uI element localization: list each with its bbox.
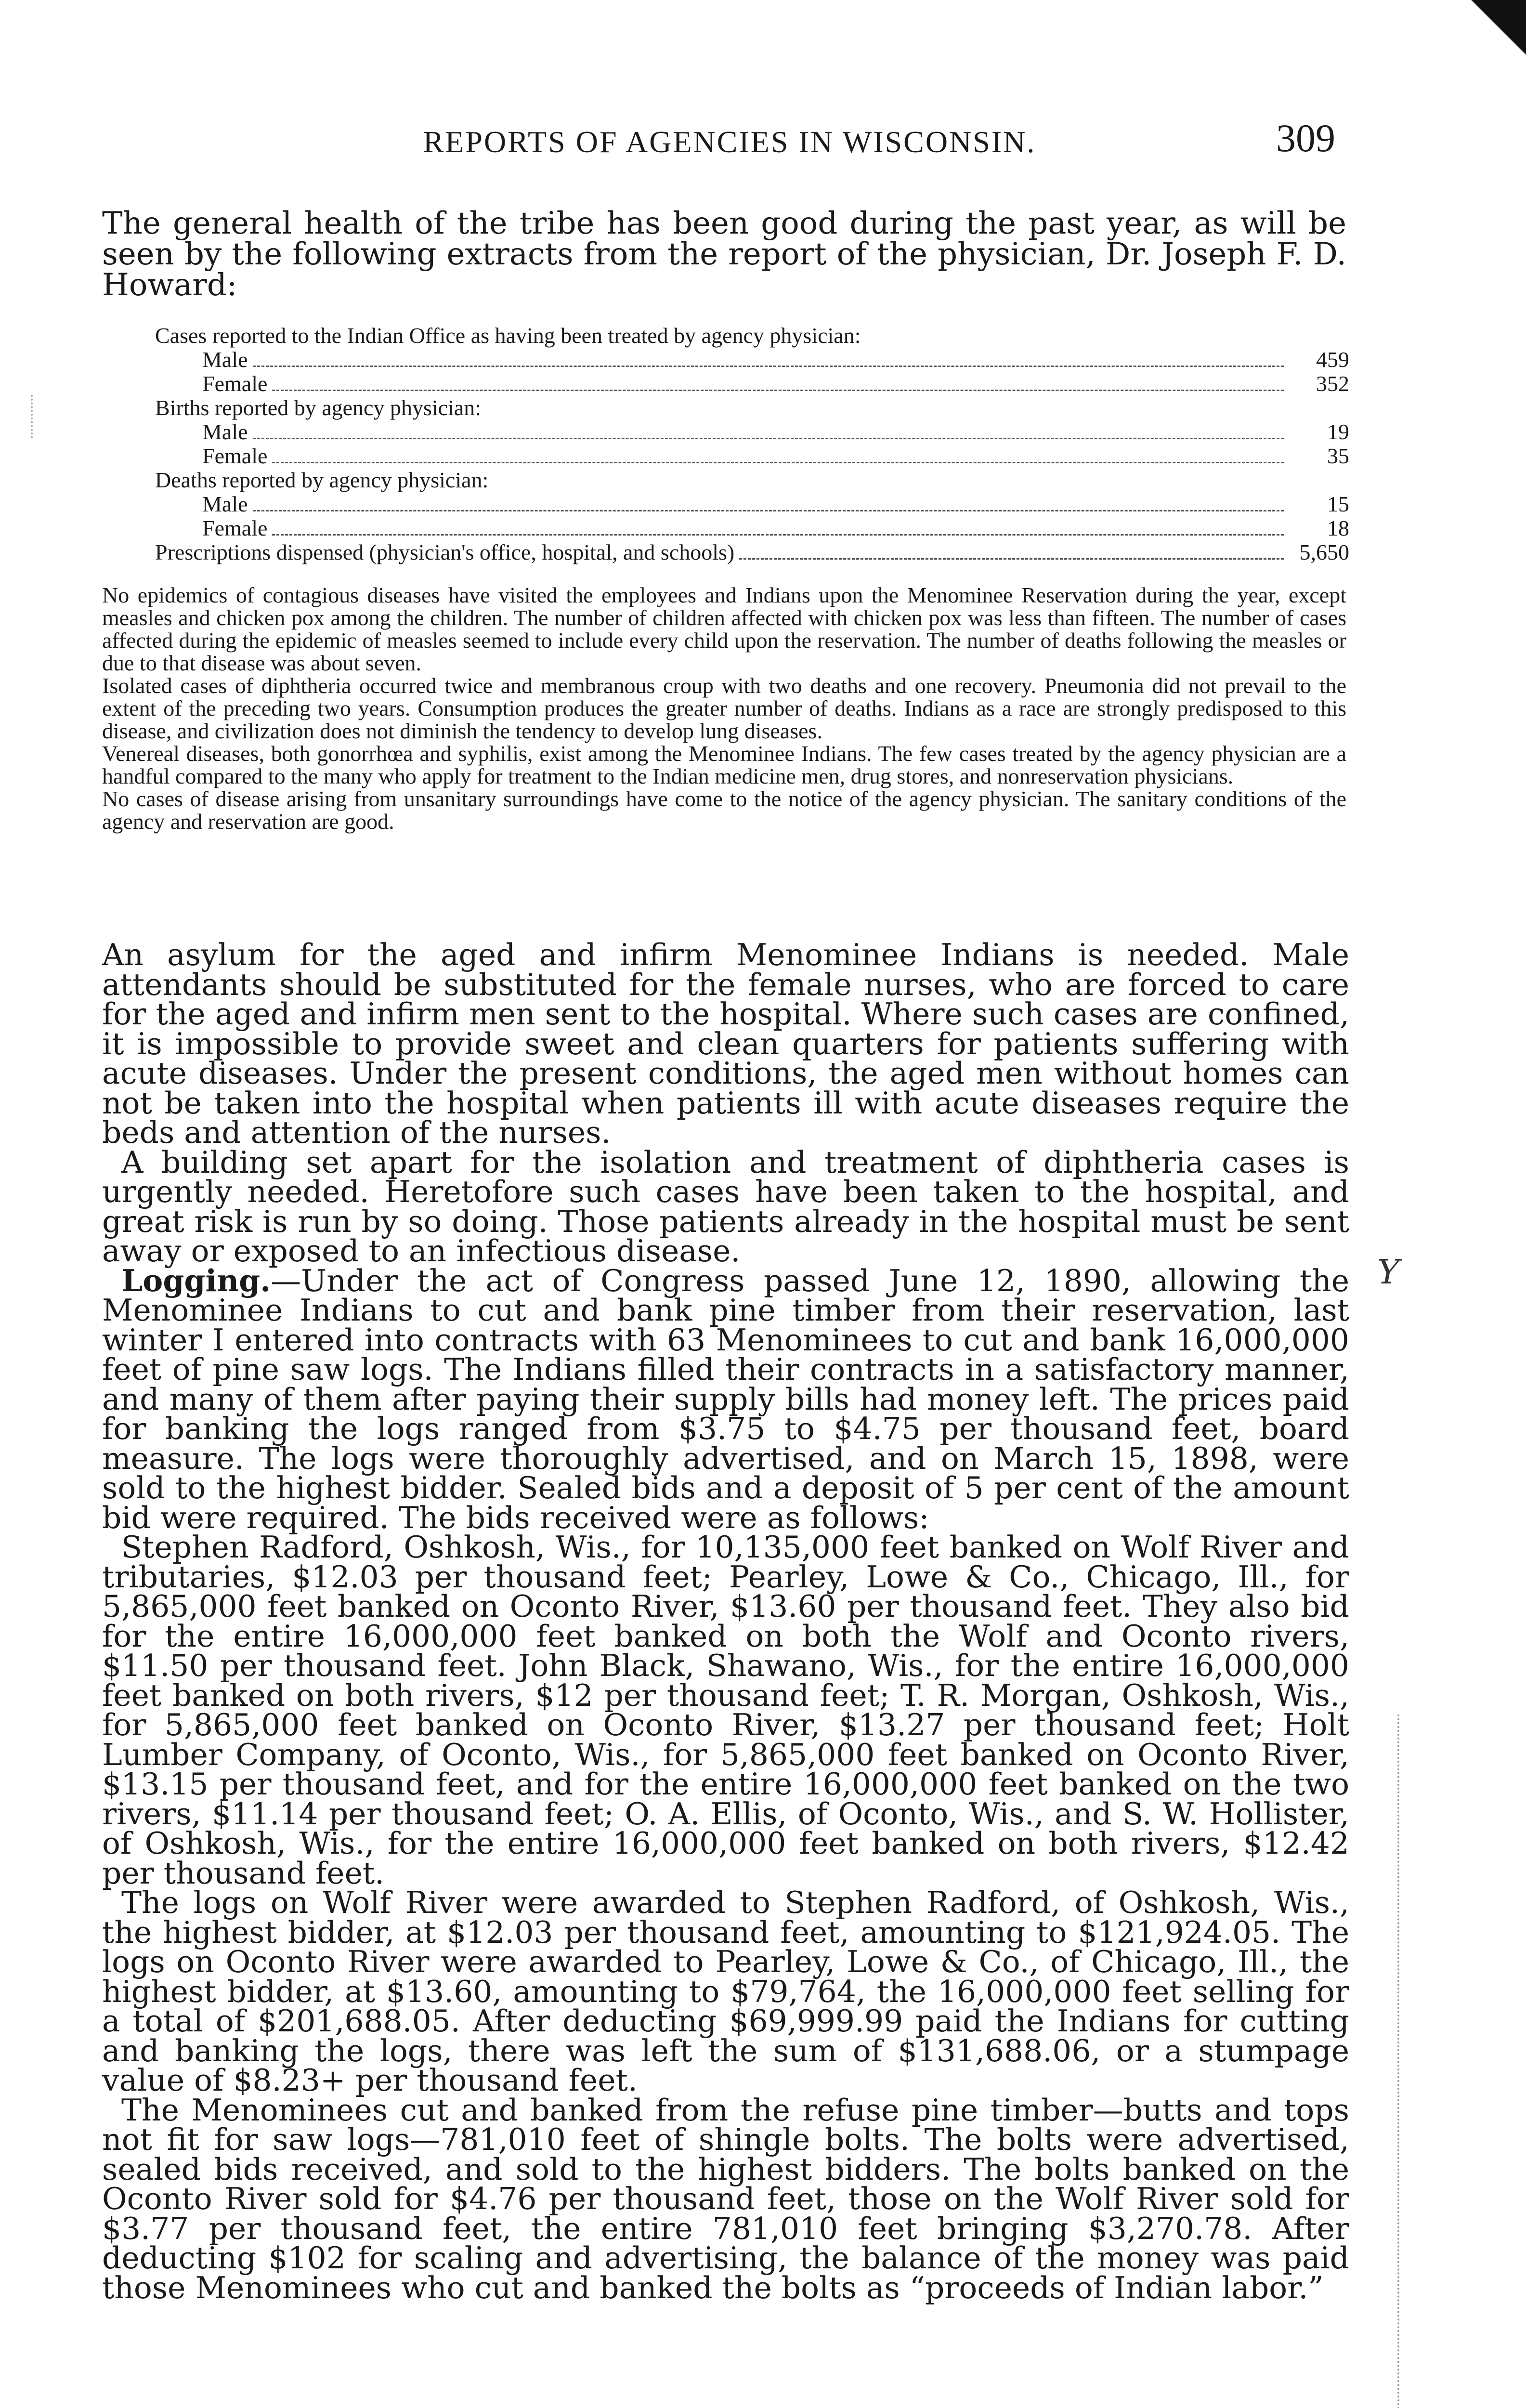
bids-paragraph: Stephen Radford, Oshkosh, Wis., for 10,135,000 feet banked on Wolf River and tributaries, $12.03 per thousand feet; Pearley, Lowe & Co., Chicago, Ill., for 5,865,000 feet banked on Oconto River, $13.60 per thousand feet. They also bid for the entire 16,000,000 feet banked on both the Wolf and Oconto rivers, $11.50 per thousand feet. John Black, Shawano, Wis., for the entire 16,000,000 feet banked on both rivers, $12 per thousand feet; T. R. Morgan, Oshkosh, Wis., for 5,865,000 feet banked on Oconto River, $13.27 per thousand feet; Holt Lumber Company, of Oconto, Wis., for 5,865,000 feet banked on Oconto River, $13.15 per thousand feet, and for the entire 16,000,000 feet banked on the two rivers, $11.14 per thousand feet; O. A. Ellis, of Oconto, Wis., and S. W. Hollister, of Oshkosh, Wis., for the entire 16,000,000 feet banked on both rivers, $12.42 per thousand feet. [102, 1530, 1349, 1891]
bolts-paragraph: The Menominees cut and banked from the refuse pine timber—butts and tops not fit for saw logs—781,010 feet of shingle bolts. The bolts were advertised, sealed bids received, and sold to the highest bidders. The bolts banked on the Oconto River sold for $4.76 per thousand feet, those on the Wolf River sold for $3.77 per thousand feet, the entire 781,010 feet bringing $3,270.78. After deducting $102 for scaling and advertising, the balance of the money was paid those Menominees who cut and banked the bolts as “proceeds of Indian labor.” [102, 2092, 1349, 2305]
deaths-female-label: Female [202, 516, 268, 540]
prescriptions-row [155, 540, 1349, 564]
births-female-row [155, 444, 1349, 468]
asylum-paragraph: An asylum for the aged and infirm Menominee Indians is needed. Male attendants should be substituted for the female nurses, who are forced to care for the aged and infirm men sent to the hospital. Where such cases are confined, it is impossible to provide sweet and clean quarters for patients suffering with acute diseases. Under the present conditions, the aged men without homes can not be taken into the hospital when patients ill with acute diseases require the beds and attention of the nurses. [102, 937, 1349, 1150]
logging-text: —Under the act of Congress passed June 12, 1890, allowing the Menominee Indians to cut and bank pine timber from their reservation, last winter I entered into contracts with 63 Menominees to cut and bank 16,000,000 feet of pine saw logs. The Indians filled their contracts in a satisfactory manner, and many of them after paying their supply bills had money left. The prices paid for banking the logs ranged from $3.75 to $4.75 per thousand feet, board measure. The logs were thoroughly advertised, and on March 15, 1898, were sold to the highest bidder. Sealed bids and a deposit of 5 per cent of the amount bid were required. The bids received were as follows: [102, 1263, 1349, 1535]
extract-paragraph: Isolated cases of diphtheria occurred twice and membranous croup with two deaths and one recovery. Pneumonia did not prevail to the extent of the preceding two years. Consumption produces the greater number of deaths. Indians as a race are strongly predisposed to this disease, and civilization does not diminish the tendency to develop lung diseases. [102, 673, 1346, 743]
births-male-label: Male [202, 419, 248, 444]
cases-male-label: Male [202, 347, 248, 372]
deaths-male-value: 15 [1327, 492, 1349, 516]
births-female-value: 35 [1327, 444, 1349, 468]
dot-leader [253, 510, 1284, 511]
physician-extracts [102, 584, 1346, 833]
scan-edge-marks [1397, 1714, 1403, 2408]
cases-male-row [155, 348, 1349, 372]
diphtheria-paragraph: A building set apart for the isolation and treatment of diphtheria cases is urgently needed. Heretofore such cases have been taken to the hospital, and great risk is run by so doing. Those patients already in the hospital must be sent away or exposed to an infectious disease. [102, 1144, 1349, 1269]
dot-leader [272, 534, 1284, 536]
deaths-male-label: Male [202, 492, 248, 516]
deaths-female-row [155, 516, 1349, 540]
births-female-label: Female [202, 444, 268, 468]
cases-female-row [155, 372, 1349, 396]
cases-male-value: 459 [1316, 347, 1349, 372]
page-number: 309 [1276, 116, 1335, 160]
dot-leader [253, 438, 1284, 439]
handwritten-margin-note: Y [1377, 1252, 1400, 1292]
cases-female-value: 352 [1316, 371, 1349, 396]
main-text [102, 937, 1349, 2305]
awards-paragraph: The logs on Wolf River were awarded to Stephen Radford, of Oshkosh, Wis., the highest bidder, at $12.03 per thousand feet, amounting to $121,924.05. The logs on Oconto River were awarded to Pearley, Lowe & Co., of Chicago, Ill., the highest bidder, at $13.60, amounting to $79,764, the 16,000,000 feet selling for a total of $201,688.05. After deducting $69,999.99 paid the Indians for cutting and banking the logs, there was left the sum of $131,688.06, or a stumpage value of $8.23+ per thousand feet. [102, 1885, 1349, 2098]
dot-leader [253, 366, 1284, 367]
deaths-female-value: 18 [1327, 516, 1349, 540]
deaths-heading: Deaths reported by agency physician: [155, 468, 489, 492]
prescriptions-value: 5,650 [1299, 540, 1349, 564]
scan-margin-mark [31, 395, 35, 438]
deaths-male-row [155, 492, 1349, 516]
births-heading: Births reported by agency physician: [155, 395, 482, 420]
logging-paragraph [102, 1262, 1349, 1535]
intro-paragraph: The general health of the tribe has been good during the past year, as will be seen by the following extracts from the report of the physician, Dr. Joseph F. D. Howard: [102, 206, 1346, 303]
running-head: REPORTS OF AGENCIES IN WISCONSIN. [423, 125, 1036, 159]
dot-leader [272, 390, 1284, 391]
dot-leader [739, 558, 1284, 560]
dot-leader [272, 462, 1284, 463]
cases-female-label: Female [202, 371, 268, 396]
cases-heading: Cases reported to the Indian Office as having been treated by agency physician: [155, 323, 861, 348]
physician-statistics [155, 324, 1349, 564]
births-male-row [155, 420, 1349, 444]
extract-paragraph: No cases of disease arising from unsanitary surroundings have come to the notice of the agency physician. The sanitary conditions of the agency and reservation are good. [102, 786, 1346, 834]
scan-corner-shadow [1468, 0, 1526, 96]
prescriptions-label: Prescriptions dispensed (physician's office, hospital, and schools) [155, 540, 735, 564]
extract-paragraph: No epidemics of contagious diseases have visited the employees and Indians upon the Menominee Reservation during the year, except measles and chicken pox among the children. The number of children affected with chicken pox was less than fifteen. The number of cases affected during the epidemic of measles seemed to include every child upon the reservation. The number of deaths following the measles or due to that disease was about seven. [102, 583, 1346, 675]
births-male-value: 19 [1327, 419, 1349, 444]
logging-run-in-heading: Logging. [121, 1262, 271, 1298]
extract-paragraph: Venereal diseases, both gonorrhœa and syphilis, exist among the Menominee Indians. The few cases treated by the agency physician are a handful compared to the many who apply for treatment to the Indian medicine men, drug stores, and nonreservation physicians. [102, 741, 1346, 788]
